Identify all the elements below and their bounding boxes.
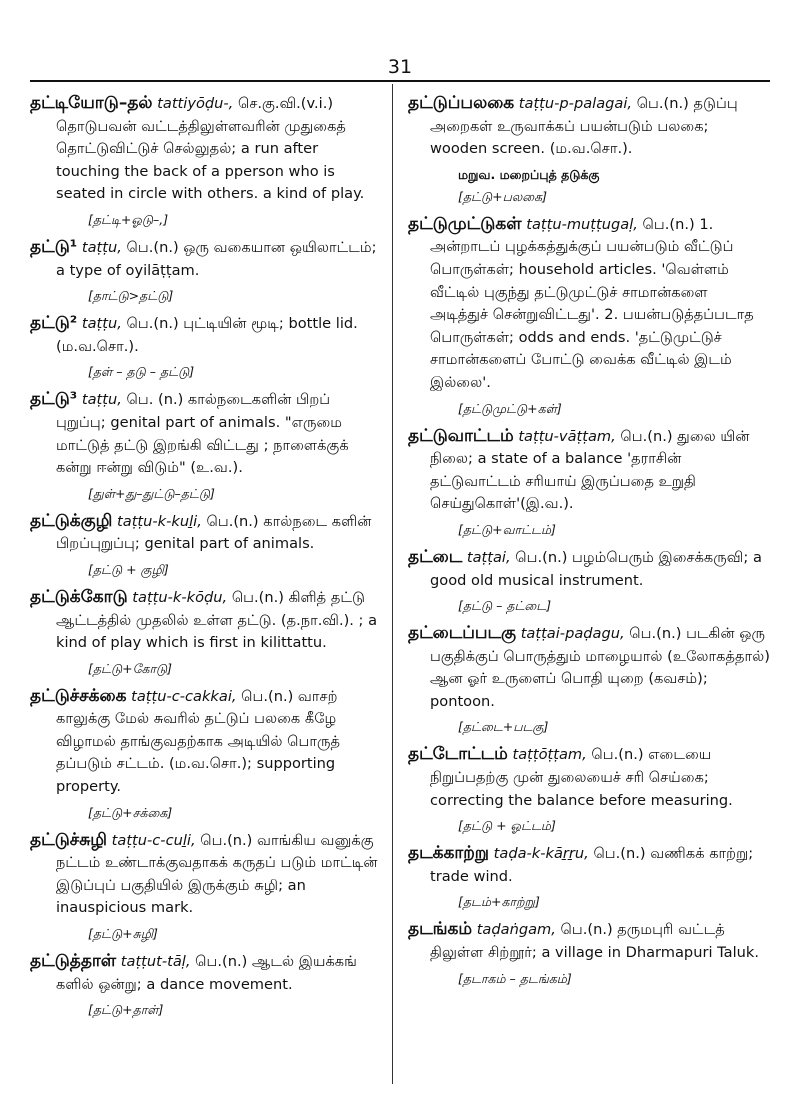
entry-body	[30, 685, 380, 799]
headword: தட்டுப்பலகை	[408, 93, 515, 113]
dictionary-entry	[408, 546, 770, 614]
dictionary-entry	[30, 92, 380, 228]
transliteration: taṭṭu-p-palagai,	[518, 95, 633, 112]
entry-body	[408, 425, 770, 516]
headword: தட்டோட்டம்	[408, 744, 508, 765]
definition: பெ.(n.) தருமபுரி வட்டத் திலுள்ள சிற்றூர்; a village in Dharmapuri Taluk.	[430, 921, 759, 962]
etymology: [தட்டுமுட்டு+கள்]	[458, 400, 562, 416]
dictionary-entry	[408, 842, 770, 910]
headword: தட்டு¹	[30, 236, 78, 257]
dictionary-entry	[30, 312, 380, 380]
entry-body	[30, 586, 380, 655]
dictionary-entry	[30, 388, 380, 501]
dictionary-entry	[408, 622, 770, 735]
etymology: [தட்டி+ஓடு–,]	[88, 211, 169, 227]
transliteration: taṭṭōṭṭam,	[512, 746, 587, 764]
etymology: [தட்டு+கோடு]	[88, 660, 173, 676]
etymology: [தட்டு+வாட்டம்]	[458, 521, 556, 537]
definition: பெ.(n.) வணிகக் காற்று; trade wind.	[430, 845, 754, 885]
transliteration: tattiyōḍu-,	[157, 95, 234, 112]
left-column	[30, 92, 380, 1026]
header-rule	[30, 80, 770, 82]
etymology: [தட்டை+படகு]	[458, 719, 549, 735]
definition: பெ.(n.) துலை யின் நிலை; a state of a balance 'தராசின் தட்டுவாட்டம் சரியாய் இருப்பதை உறுதி செய்துகொள்'(இ.வ.).	[430, 427, 750, 513]
transliteration: taṭṭu-muṭṭugaḷ,	[526, 215, 638, 233]
entry-body	[408, 546, 770, 592]
entry-body	[408, 622, 770, 713]
etymology: [தட்டு+தாள்]	[88, 1002, 164, 1018]
entry-body	[408, 92, 770, 161]
transliteration: taṭṭu-k-kuḻi,	[117, 512, 202, 530]
transliteration: taṭṭu-c-cuḻi,	[111, 831, 196, 849]
definition: பெ. (n.) கால்நடைகளின் பிறப் புறுப்பு; genital part of animals. "எருமை மாட்டுத் தட்டு இறங்கி விட்டது ; நாளைக்குக் கன்று ஈன்று விடும்" (உ.வ.).	[56, 391, 349, 477]
etymology: [தள் – தடு – தட்டு]	[88, 364, 195, 380]
dictionary-entry	[408, 743, 770, 834]
page-number: 31	[387, 56, 413, 78]
headword: தட்டுக்கோடு	[30, 586, 128, 607]
definition: செ.கு.வி.(v.i.) தொடுபவன் வட்டத்திலுள்ளவரின் முதுகைத் தொட்டுவிட்டுச் செல்லுதல்; a run after touching the back of a pperson who is seated in circle with others. a kind of play.	[56, 95, 365, 203]
entry-body	[30, 950, 380, 996]
entry-body	[408, 213, 770, 395]
headword: தட்டியோடு–தல்	[30, 93, 153, 113]
entry-body	[30, 236, 380, 282]
entry-body	[408, 842, 770, 888]
headword: தட்டு³	[30, 389, 78, 410]
headword: தட்டு²	[30, 313, 78, 334]
headword: தட்டுச்சுழி	[30, 829, 108, 850]
etymology: [தட்டு+சக்கை]	[88, 804, 173, 820]
definition: பெ.(n.) புட்டியின் மூடி; bottle lid. (ம.வ.சொ.).	[56, 315, 358, 355]
entry-body	[30, 312, 380, 358]
dictionary-entry	[408, 425, 770, 538]
entry-body	[408, 918, 770, 964]
definition: பெ.(n.) 1. அன்றாடப் புழக்கத்துக்குப் பயன்படும் வீட்டுப் பொருள்கள்; household articles. 'வெள்ளம் வீட்டில் புகுந்து தட்டுமுட்டுச் சாமான்களை அடித்துச் சென்றுவிட்டது'. 2. பயன்படுத்தப்படாத பொருள்கள்; odds and ends. 'தட்டுமுட்டுச் சாமான்களைப் போட்டு வைக்க வீட்டில் இடம் இல்லை'.	[430, 215, 754, 391]
column-divider	[392, 84, 393, 1084]
entry-body	[408, 743, 770, 812]
dictionary-entry	[30, 586, 380, 677]
transliteration: taṭṭut-tāḷ,	[120, 953, 191, 971]
transliteration: taḍaṅgam,	[476, 921, 556, 939]
definition: பெ.(n.) ஒரு வகையான ஒயிலாட்டம்; a type of oyilāṭṭam.	[56, 238, 377, 279]
definition: பெ.(n.) கால்நடை களின் பிறப்புறுப்பு; genital part of animals.	[56, 512, 372, 553]
dictionary-entry	[30, 510, 380, 578]
transliteration: taṭṭu-vāṭṭam,	[518, 427, 616, 445]
dictionary-entry	[408, 213, 770, 417]
definition: பெ.(n.) தடுப்பு அறைகள் உருவாக்கப் பயன்படும் பலகை; wooden screen. (ம.வ.சொ.).	[430, 95, 738, 158]
right-column	[408, 92, 770, 995]
transliteration: taṭṭu-k-kōḍu,	[132, 588, 228, 606]
transliteration: taṭṭai-paḍagu,	[520, 625, 625, 643]
headword: தட்டைப்படகு	[408, 623, 517, 644]
dictionary-entry	[30, 236, 380, 304]
transliteration: taṭṭu,	[81, 315, 122, 333]
headword: தட்டுவாட்டம்	[408, 425, 514, 446]
entry-body	[30, 510, 380, 556]
headword: தட்டை	[408, 546, 463, 567]
headword: தட்டுத்தாள்	[30, 951, 117, 972]
etymology: [தடாகம் – தடங்கம்]	[458, 970, 572, 986]
headword: தடக்காற்று	[408, 843, 490, 864]
dictionary-entry	[30, 950, 380, 1018]
etymology: [தட்டு+பலகை]	[458, 188, 547, 204]
etymology: [தாட்டு>தட்டு]	[88, 288, 174, 304]
definition: பெ.(n.) பழம்பெரும் இசைக்கருவி; a good old musical instrument.	[430, 548, 762, 589]
entry-body	[30, 92, 380, 206]
etymology: [தட்டு – தட்டை]	[458, 598, 552, 614]
definition: பெ.(n.) படகின் ஒரு பகுதிக்குப் பொருத்தும் மாழையால் (உலோகத்தால்) ஆன ஓர் உருளைப் பொதி யுறை (கவசம்); pontoon.	[430, 625, 770, 710]
synonym-note: மறுவ. மறைப்புத் தடுக்கு	[458, 166, 600, 182]
definition: பெ.(n.) வாசற் காலுக்கு மேல் சுவரில் தட்டுப் பலகை கீழே விழாமல் தாங்குவதற்காக அடியில் பொருத் தப்படும் சட்டம். (ம.வ.சொ.); supporting property.	[56, 687, 341, 796]
dictionary-entry	[408, 918, 770, 986]
dictionary-entry	[30, 685, 380, 821]
definition: பெ.(n.) ஆடல் இயக்கங் களில் ஒன்று; a dance movement.	[56, 953, 357, 993]
transliteration: taḍa-k-kāṟṟu,	[493, 845, 589, 863]
transliteration: taṭṭu,	[81, 238, 122, 256]
etymology: [தடம்+காற்று]	[458, 894, 540, 910]
transliteration: taṭṭai,	[466, 548, 511, 566]
headword: தட்டுமுட்டுகள்	[408, 213, 522, 234]
definition: பெ.(n.) கிளித் தட்டு ஆட்டத்தில் முதலில் உள்ள தட்டு. (த.நா.வி.). ; a kind of play which is first in kilittattu.	[56, 588, 378, 652]
etymology: [தட்டு+சுழி]	[88, 926, 158, 942]
headword: தடங்கம்	[408, 919, 473, 940]
entry-body	[30, 388, 380, 479]
headword: தட்டுக்குழி	[30, 510, 113, 531]
headword: தட்டுச்சக்கை	[30, 685, 127, 706]
definition: பெ.(n.) எடையை நிறுப்பதற்கு முன் துலையைச் சரி செய்கை; correcting the balance before measuring.	[430, 746, 733, 809]
etymology: [துள்+து–துட்டு–தட்டு]	[88, 485, 215, 501]
dictionary-entry	[30, 829, 380, 942]
dictionary-entry	[408, 92, 770, 205]
transliteration: taṭṭu,	[81, 391, 122, 409]
entry-body	[30, 829, 380, 920]
etymology: [தட்டு + ஓட்டம்]	[458, 818, 556, 834]
definition: பெ.(n.) வாங்கிய வனுக்கு நட்டம் உண்டாக்குவதாகக் கருதப் படும் மாட்டின் இடுப்புப் பகுதியில் இருக்கும் சுழி; an inauspicious mark.	[56, 831, 378, 917]
etymology: [தட்டு + குழி]	[88, 561, 169, 577]
transliteration: taṭṭu-c-cakkai,	[131, 687, 237, 705]
